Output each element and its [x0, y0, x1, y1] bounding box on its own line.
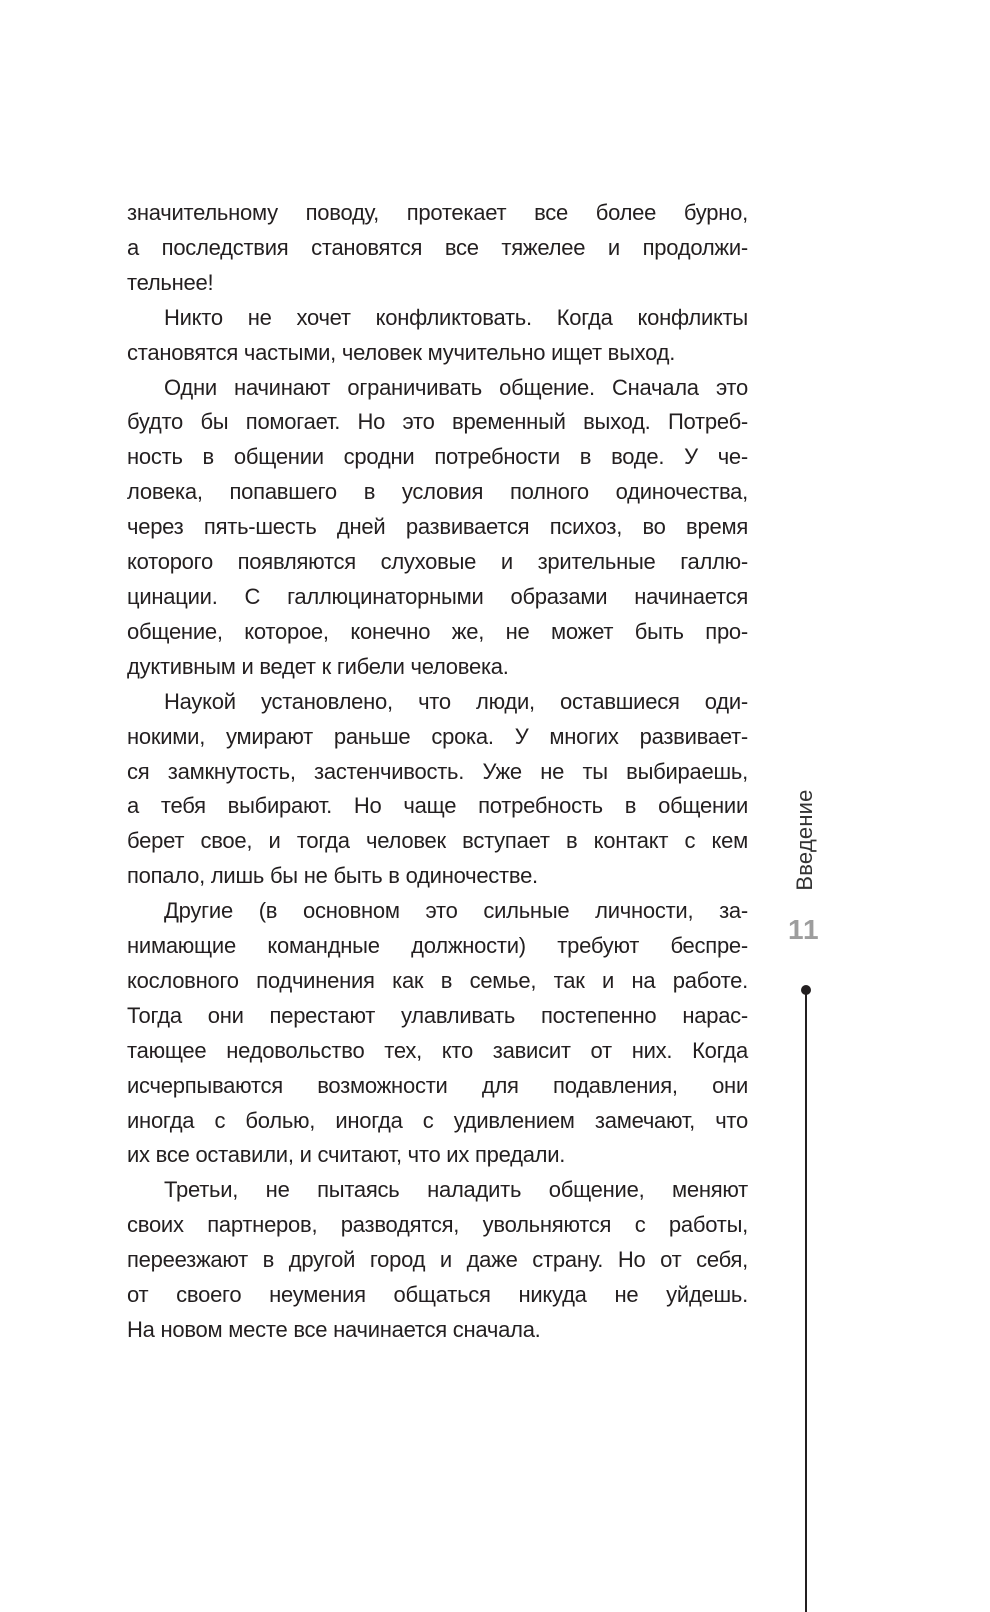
- text-line: а последствия становятся все тяжелее и продолжи-: [127, 234, 748, 260]
- text-line: переезжают в другой город и даже страну. Но от себя,: [127, 1247, 748, 1273]
- text-line: тельнее!: [127, 269, 214, 295]
- text-line: будто бы помогает. Но это временный выход. Потреб-: [127, 409, 748, 435]
- text-line: становятся частыми, человек мучительно ищет выход.: [127, 339, 676, 365]
- text-line: через пять-шесть дней развивается психоз, во время: [127, 514, 748, 540]
- paragraph: [127, 371, 748, 685]
- text-line: Тогда они перестают улавливать постепенно нарас-: [127, 1002, 748, 1028]
- text-line: кословного подчинения как в семье, так и на работе.: [127, 967, 748, 993]
- text-line: исчерпываются возможности для подавления, они: [127, 1072, 748, 1098]
- paragraph: [127, 301, 748, 371]
- text-line: Третьи, не пытаясь наладить общение, меняют: [164, 1177, 748, 1203]
- body-text: [127, 196, 748, 1348]
- text-line: своих партнеров, разводятся, увольняются с работы,: [127, 1212, 748, 1238]
- text-line: которого появляются слуховые и зрительные галлю-: [127, 549, 748, 575]
- text-line: берет свое, и тогда человек вступает в контакт с кем: [127, 828, 748, 854]
- text-line: На новом месте все начинается сначала.: [127, 1317, 541, 1342]
- paragraph: [127, 1173, 748, 1348]
- text-line: от своего неумения общаться никуда не уйдешь.: [127, 1282, 748, 1308]
- section-title: [790, 790, 820, 890]
- text-line: иногда с болью, иногда с удивлением замечают, что: [127, 1107, 748, 1133]
- page-number: 11: [788, 914, 820, 945]
- text-line: общение, которое, конечно же, не может быть про-: [127, 618, 748, 644]
- text-line: цинации. С галлюцинаторными образами начинается: [127, 583, 748, 609]
- text-line: тающее недовольство тех, кто зависит от них. Когда: [127, 1037, 748, 1063]
- text-line: дуктивным и ведет к гибели человека.: [127, 653, 509, 679]
- text-line: значительному поводу, протекает все более бурно,: [127, 200, 748, 225]
- text-line: их все оставили, и считают, что их предали.: [127, 1142, 566, 1168]
- text-line: ловека, попавшего в условия полного одиночества,: [127, 479, 748, 505]
- text-line: Одни начинают ограничивать общение. Сначала это: [164, 374, 748, 400]
- section-title-text: Введение: [792, 789, 817, 891]
- text-line: а тебя выбирают. Но чаще потребность в общении: [127, 793, 748, 819]
- text-line: попало, лишь бы не быть в одиночестве.: [127, 863, 538, 889]
- margin-rule: [805, 992, 807, 1612]
- paragraph: [127, 685, 748, 894]
- text-line: Другие (в основном это сильные личности, за-: [164, 898, 748, 924]
- paragraph: [127, 894, 748, 1173]
- paragraph: [127, 196, 748, 301]
- text-line: нимающие командные должности) требуют беспре-: [127, 933, 748, 959]
- text-line: Наукой установлено, что люди, оставшиеся оди-: [164, 688, 748, 714]
- text-line: ся замкнутость, застенчивость. Уже не ты выбираешь,: [127, 758, 748, 784]
- text-line: Никто не хочет конфликтовать. Когда конфликты: [164, 304, 748, 330]
- text-line: нокими, умирают раньше срока. У многих развивает-: [127, 723, 748, 749]
- text-line: ность в общении сродни потребности в воде. У че-: [127, 444, 748, 470]
